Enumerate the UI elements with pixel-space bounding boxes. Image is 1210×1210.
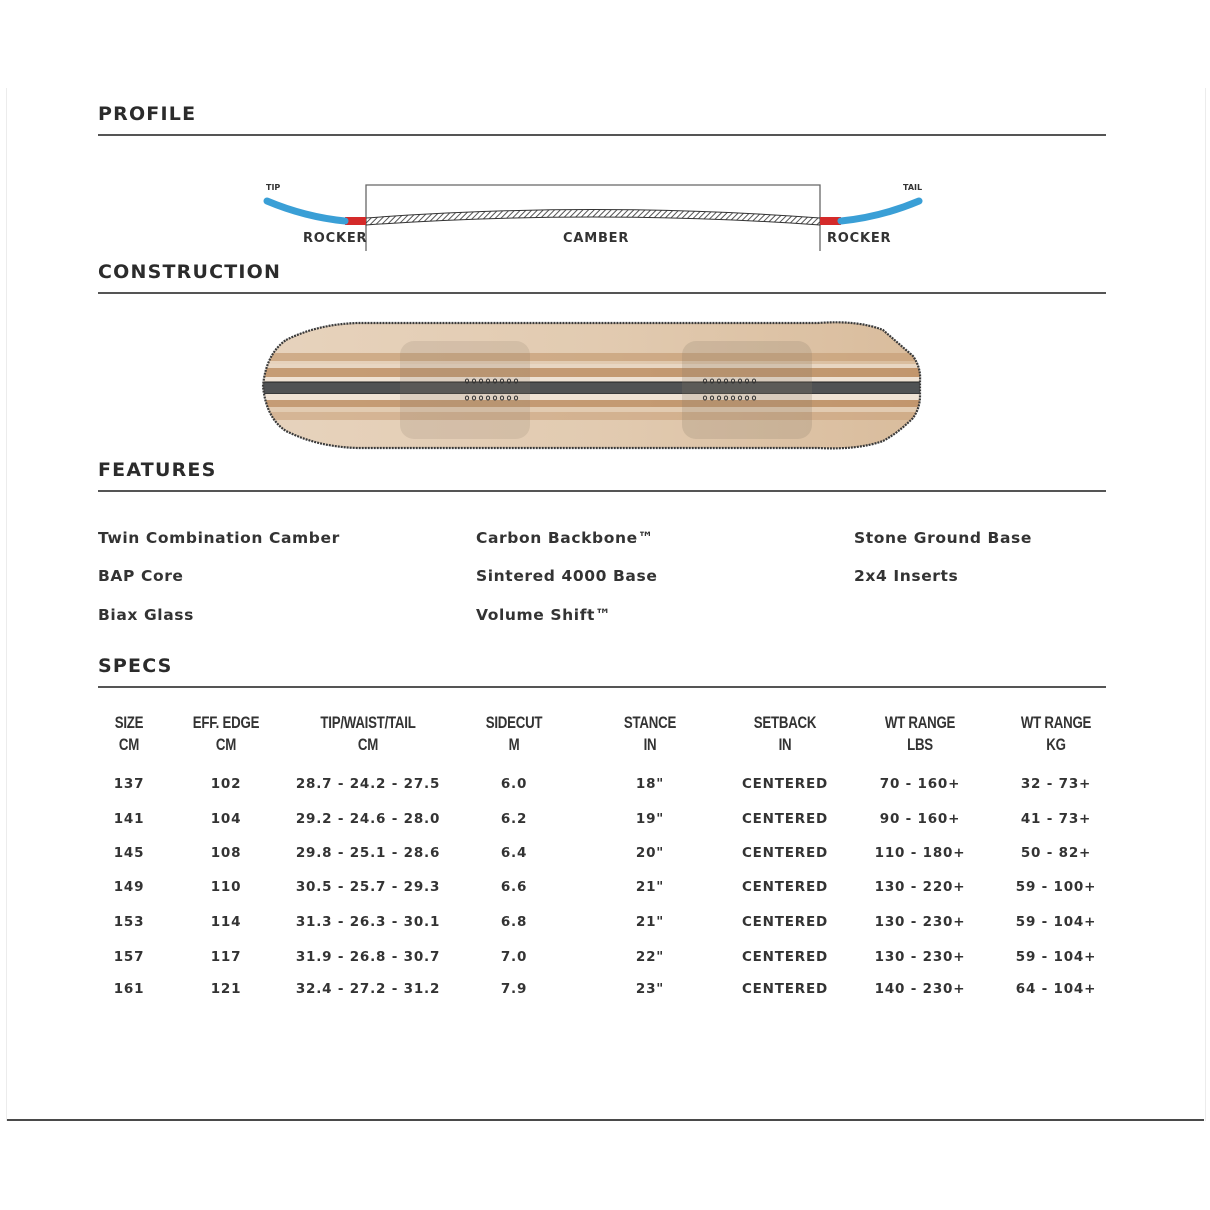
section-rule-profile xyxy=(98,134,1106,136)
spec-cell-setback: CENTERED xyxy=(741,879,829,895)
section-title-features: FEATURES xyxy=(98,459,217,481)
page-bottom-rule xyxy=(7,1119,1204,1121)
insert-pad-front xyxy=(400,341,530,439)
section-rule-construction xyxy=(98,292,1106,294)
feature-item: BAP Core xyxy=(98,567,184,585)
spec-cell-tip-waist-tail: 31.3 - 26.3 - 30.1 xyxy=(295,914,441,930)
feature-item: Stone Ground Base xyxy=(854,529,1032,547)
spec-cell-stance: 19" xyxy=(635,811,665,827)
feature-item: Carbon Backbone™ xyxy=(476,529,654,547)
spec-cell-tip-waist-tail: 28.7 - 24.2 - 27.5 xyxy=(295,776,441,792)
spec-cell-setback: CENTERED xyxy=(741,981,829,997)
spec-header-stance: STANCE IN xyxy=(623,713,677,754)
spec-cell-setback: CENTERED xyxy=(741,949,829,965)
tail-label: TAIL xyxy=(903,183,923,192)
spec-cell-wt-range-lbs: 110 - 180+ xyxy=(874,845,966,861)
spec-cell-tip-waist-tail: 32.4 - 27.2 - 31.2 xyxy=(295,981,441,997)
spec-cell-wt-range-kg: 59 - 100+ xyxy=(1015,879,1097,895)
spec-cell-eff-edge: 104 xyxy=(210,811,242,827)
spec-cell-sidecut: 6.8 xyxy=(500,914,528,930)
spec-cell-stance: 21" xyxy=(635,879,665,895)
spec-cell-sidecut: 7.0 xyxy=(500,949,528,965)
section-rule-features xyxy=(98,490,1106,492)
section-rule-specs xyxy=(98,686,1106,688)
spec-header-wt-range-lbs: WT RANGE LBS xyxy=(884,713,956,754)
spec-cell-size: 153 xyxy=(113,914,145,930)
feature-item: Twin Combination Camber xyxy=(98,529,340,547)
spec-cell-eff-edge: 110 xyxy=(210,879,242,895)
spec-cell-sidecut: 7.9 xyxy=(500,981,528,997)
spec-cell-size: 149 xyxy=(113,879,145,895)
spec-cell-setback: CENTERED xyxy=(741,811,829,827)
spec-cell-eff-edge: 102 xyxy=(210,776,242,792)
spec-cell-eff-edge: 108 xyxy=(210,845,242,861)
zone-label-rocker-tip: ROCKER xyxy=(303,231,368,246)
spec-cell-size: 145 xyxy=(113,845,145,861)
spec-cell-eff-edge: 121 xyxy=(210,981,242,997)
spec-header-eff-edge: EFF. EDGE CM xyxy=(192,713,260,754)
spec-cell-wt-range-kg: 41 - 73+ xyxy=(1020,811,1092,827)
spec-cell-wt-range-kg: 50 - 82+ xyxy=(1020,845,1092,861)
spec-cell-setback: CENTERED xyxy=(741,776,829,792)
spec-header-setback: SETBACK IN xyxy=(753,713,817,754)
spec-cell-wt-range-lbs: 70 - 160+ xyxy=(879,776,961,792)
spec-cell-wt-range-lbs: 90 - 160+ xyxy=(879,811,961,827)
spec-cell-stance: 23" xyxy=(635,981,665,997)
camber-segment xyxy=(366,210,820,226)
spec-cell-wt-range-lbs: 130 - 230+ xyxy=(874,914,966,930)
spec-cell-tip-waist-tail: 29.8 - 25.1 - 28.6 xyxy=(295,845,441,861)
spec-cell-stance: 21" xyxy=(635,914,665,930)
insert-pad-rear xyxy=(682,341,812,439)
spec-header-tip-waist-tail: TIP/WAIST/TAIL CM xyxy=(320,713,416,754)
spec-header-sidecut: SIDECUT M xyxy=(485,713,543,754)
spec-cell-tip-waist-tail: 30.5 - 25.7 - 29.3 xyxy=(295,879,441,895)
spec-cell-stance: 18" xyxy=(635,776,665,792)
spec-cell-wt-range-kg: 32 - 73+ xyxy=(1020,776,1092,792)
spec-cell-wt-range-lbs: 130 - 220+ xyxy=(874,879,966,895)
zone-label-camber: CAMBER xyxy=(563,231,630,246)
zone-label-rocker-tail: ROCKER xyxy=(827,231,892,246)
rocker-tail xyxy=(841,201,919,221)
spec-cell-tip-waist-tail: 29.2 - 24.6 - 28.0 xyxy=(295,811,441,827)
feature-item: Biax Glass xyxy=(98,606,194,624)
spec-cell-wt-range-kg: 64 - 104+ xyxy=(1015,981,1097,997)
section-title-construction: CONSTRUCTION xyxy=(98,261,282,283)
feature-item: 2x4 Inserts xyxy=(854,567,959,585)
spec-header-size: SIZE CM xyxy=(114,713,144,754)
spec-cell-sidecut: 6.4 xyxy=(500,845,528,861)
board-construction-image xyxy=(258,318,928,453)
spec-cell-stance: 22" xyxy=(635,949,665,965)
spec-cell-wt-range-kg: 59 - 104+ xyxy=(1015,914,1097,930)
carbon-backbone xyxy=(258,382,928,394)
section-title-specs: SPECS xyxy=(98,655,173,677)
spec-cell-size: 157 xyxy=(113,949,145,965)
feature-item: Sintered 4000 Base xyxy=(476,567,658,585)
spec-header-wt-range-kg: WT RANGE KG xyxy=(1020,713,1092,754)
spec-cell-wt-range-kg: 59 - 104+ xyxy=(1015,949,1097,965)
spec-cell-size: 141 xyxy=(113,811,145,827)
spec-cell-wt-range-lbs: 140 - 230+ xyxy=(874,981,966,997)
spec-cell-sidecut: 6.2 xyxy=(500,811,528,827)
spec-cell-sidecut: 6.0 xyxy=(500,776,528,792)
spec-cell-eff-edge: 117 xyxy=(210,949,242,965)
spec-cell-sidecut: 6.6 xyxy=(500,879,528,895)
feature-item: Volume Shift™ xyxy=(476,606,612,624)
spec-cell-size: 161 xyxy=(113,981,145,997)
rocker-tip xyxy=(267,201,345,221)
tip-label: TIP xyxy=(266,183,281,192)
spec-cell-setback: CENTERED xyxy=(741,845,829,861)
spec-cell-stance: 20" xyxy=(635,845,665,861)
section-title-profile: PROFILE xyxy=(98,103,197,125)
spec-cell-tip-waist-tail: 31.9 - 26.8 - 30.7 xyxy=(295,949,441,965)
spec-cell-wt-range-lbs: 130 - 230+ xyxy=(874,949,966,965)
spec-cell-eff-edge: 114 xyxy=(210,914,242,930)
spec-cell-setback: CENTERED xyxy=(741,914,829,930)
spec-cell-size: 137 xyxy=(113,776,145,792)
